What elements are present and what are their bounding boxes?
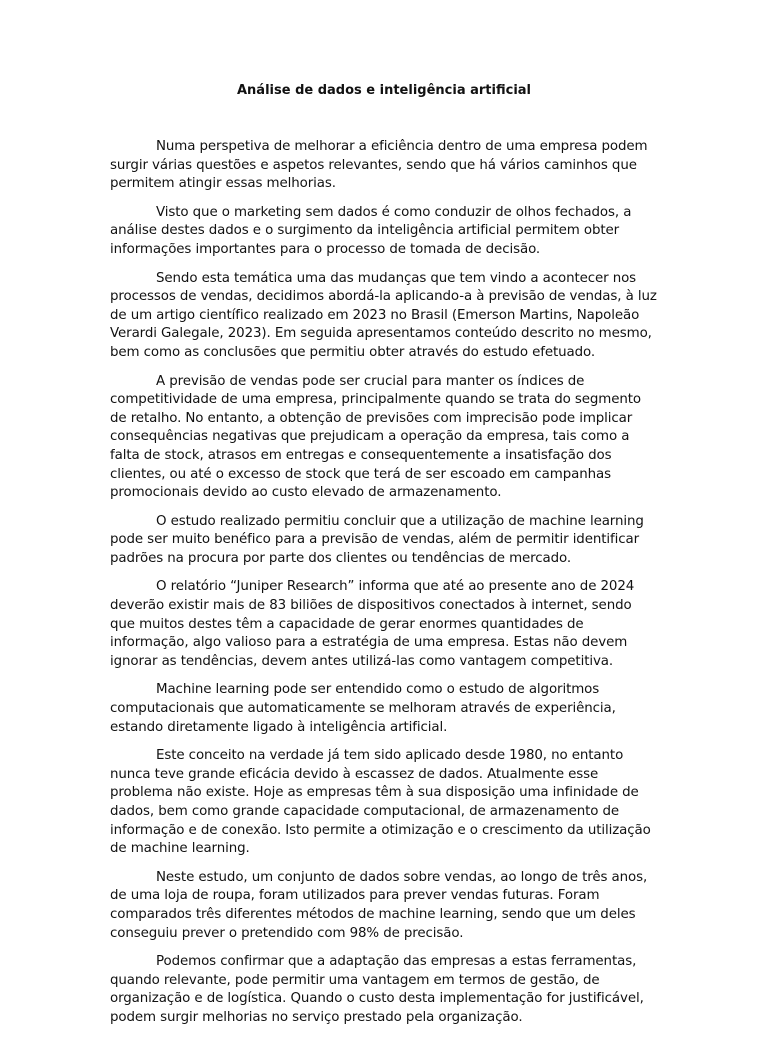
paragraph: O relatório “Juniper Research” informa que até ao presente ano de 2024 deverão existir mais de 83 biliões de dispositivos conectados à internet, sendo que muitos destes têm a capacidade de gerar enormes quantidades de informação, algo valioso para a estratégia de uma empresa. Estas não devem ignorar as tendências, devem antes utilizá-las como vantagem competitiva. bbox=[110, 579, 635, 669]
paragraph: Visto que o marketing sem dados é como conduzir de olhos fechados, a análise destes dados e o surgimento da inteligência artificial permitem obter informações importantes para o processo de tomada de decisão. bbox=[110, 204, 632, 257]
paragraph: Este conceito na verdade já tem sido aplicado desde 1980, no entanto nunca teve grande eficácia devido à escassez de dados. Atualmente esse problema não existe. Hoje as empresas têm à sua disposição uma infinidade de dados, bem como grande capacidade computacional, de armazenamento de informação e de conexão. Isto permite a otimização e o crescimento da utilização de machine learning. bbox=[110, 748, 651, 857]
paragraph: Sendo esta temática uma das mudanças que tem vindo a acontecer nos processos de vendas, decidimos abordá-la aplicando-a à previsão de vendas, à luz de um artigo científico realizado em 2023 no Brasil (Emerson Martins, Napoleão Verardi Galegale, 2023). Em seguida apresentamos conteúdo descrito no mesmo, bem como as conclusões que permitiu obter através do estudo efetuado. bbox=[110, 270, 657, 360]
paragraph: A previsão de vendas pode ser crucial para manter os índices de competitividade de uma empresa, principalmente quando se trata do segmento de retalho. No entanto, a obtenção de previsões com imprecisão pode implicar consequências negativas que prejudicam a operação da empresa, tais como a falta de stock, atrasos em entregas e consequentemente a insatisfação dos clientes, ou até o excesso de stock que terá de ser escoado em campanhas promocionais devido ao custo elevado de armazenamento. bbox=[110, 373, 642, 501]
paragraph: Podemos confirmar que a adaptação das empresas a estas ferramentas, quando relevante, pode permitir uma vantagem em termos de gestão, de organização e de logística. Quando o custo desta implementação for justificável, podem surgir melhorias no serviço prestado pela organização. bbox=[110, 954, 644, 1025]
paragraph: Machine learning pode ser entendido como o estudo de algoritmos computacionais que automaticamente se melhoram através de experiência, estando diretamente ligado à inteligência artificial. bbox=[110, 682, 616, 735]
paragraph: Numa perspetiva de melhorar a eficiência dentro de uma empresa podem surgir várias questões e aspetos relevantes, sendo que há vários caminhos que permitem atingir essas melhorias. bbox=[110, 139, 648, 192]
document-title: Análise de dados e inteligência artificial bbox=[236, 83, 532, 98]
paragraph: O estudo realizado permitiu concluir que a utilização de machine learning pode ser muito benéfico para a previsão de vendas, além de permitir identificar padrões na procura por parte dos clientes ou tendências de mercado. bbox=[110, 513, 644, 566]
paragraph: Neste estudo, um conjunto de dados sobre vendas, ao longo de três anos, de uma loja de roupa, foram utilizados para prever vendas futuras. Foram comparados três diferentes métodos de machine learning, sendo que um deles conseguiu prever o pretendido com 98% de precisão. bbox=[110, 869, 648, 941]
document-page bbox=[110, 82, 658, 1038]
